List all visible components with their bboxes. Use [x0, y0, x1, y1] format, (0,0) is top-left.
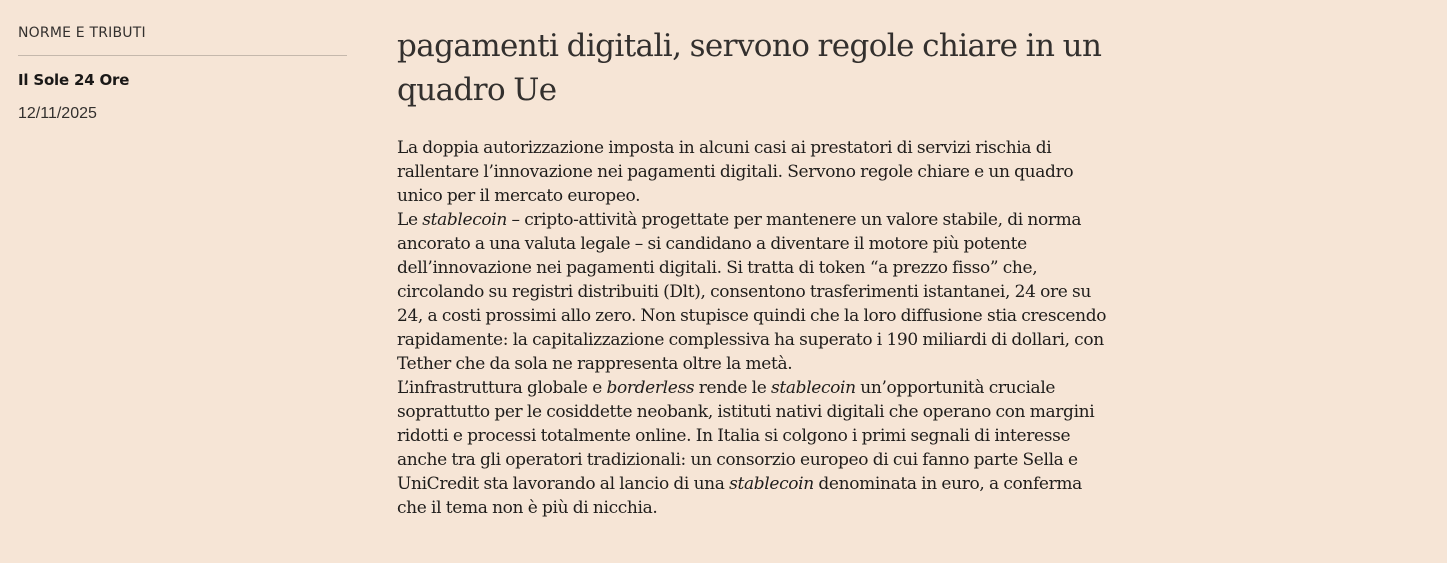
text-run: Le	[397, 210, 423, 230]
italic-term: stablecoin	[771, 378, 856, 398]
article-meta-sidebar	[18, 24, 347, 124]
section-label[interactable]: NORME E TRIBUTI	[18, 24, 347, 56]
text-run: rende le	[694, 378, 772, 398]
article-headline: pagamenti digitali, servono regole chiare in un quadro Ue	[397, 28, 1102, 108]
article	[397, 24, 1117, 520]
text-run: un’opportunità cruciale soprattutto per le cosiddette neobank, istituti nativi digitali che operano con margini ridotti e processi totalmente online. In Italia si colgono i primi segnali di interesse anche tra gli operatori tradizionali: un consorzio europeo di cui fanno parte Sella e UniCredit sta lavorando al lancio di una	[397, 378, 1095, 494]
paragraph-1: La doppia autorizzazione imposta in alcuni casi ai prestatori di servizi rischia di rallentare l’innovazione nei pagamenti digitali. Servono regole chiare e un quadro unico per il mercato europeo.	[397, 138, 1074, 206]
italic-term: stablecoin	[422, 210, 507, 230]
paragraph-3	[397, 376, 1109, 520]
text-run: – cripto-attività progettate per mantenere un valore stabile, di norma ancorato a una valuta legale – si candidano a diventare il motore più potente dell’innovazione nei pagamenti digitali. Si tratta di token “a prezzo fisso” che, circolando su registri distribuiti (Dlt), consentono trasferimenti istantanei, 24 ore su 24, a costi prossimi allo zero. Non stupisce quindi che la loro diffusione stia crescendo rapidamente: la capitalizzazione complessiva ha superato i 190 miliardi di dollari, con Tether che da sola ne rappresenta oltre la metà.	[397, 210, 1107, 374]
italic-term: borderless	[606, 378, 695, 398]
text-run: L’infrastruttura globale e	[397, 378, 607, 398]
italic-term: stablecoin	[729, 474, 814, 494]
publish-date: 12/11/2025	[18, 105, 97, 122]
text-run: denominata in euro, a conferma che il tema non è più di nicchia.	[397, 474, 1082, 518]
paragraph-2	[397, 208, 1109, 376]
source-name: Il Sole 24 Ore	[18, 71, 130, 89]
article-body	[397, 136, 1109, 520]
